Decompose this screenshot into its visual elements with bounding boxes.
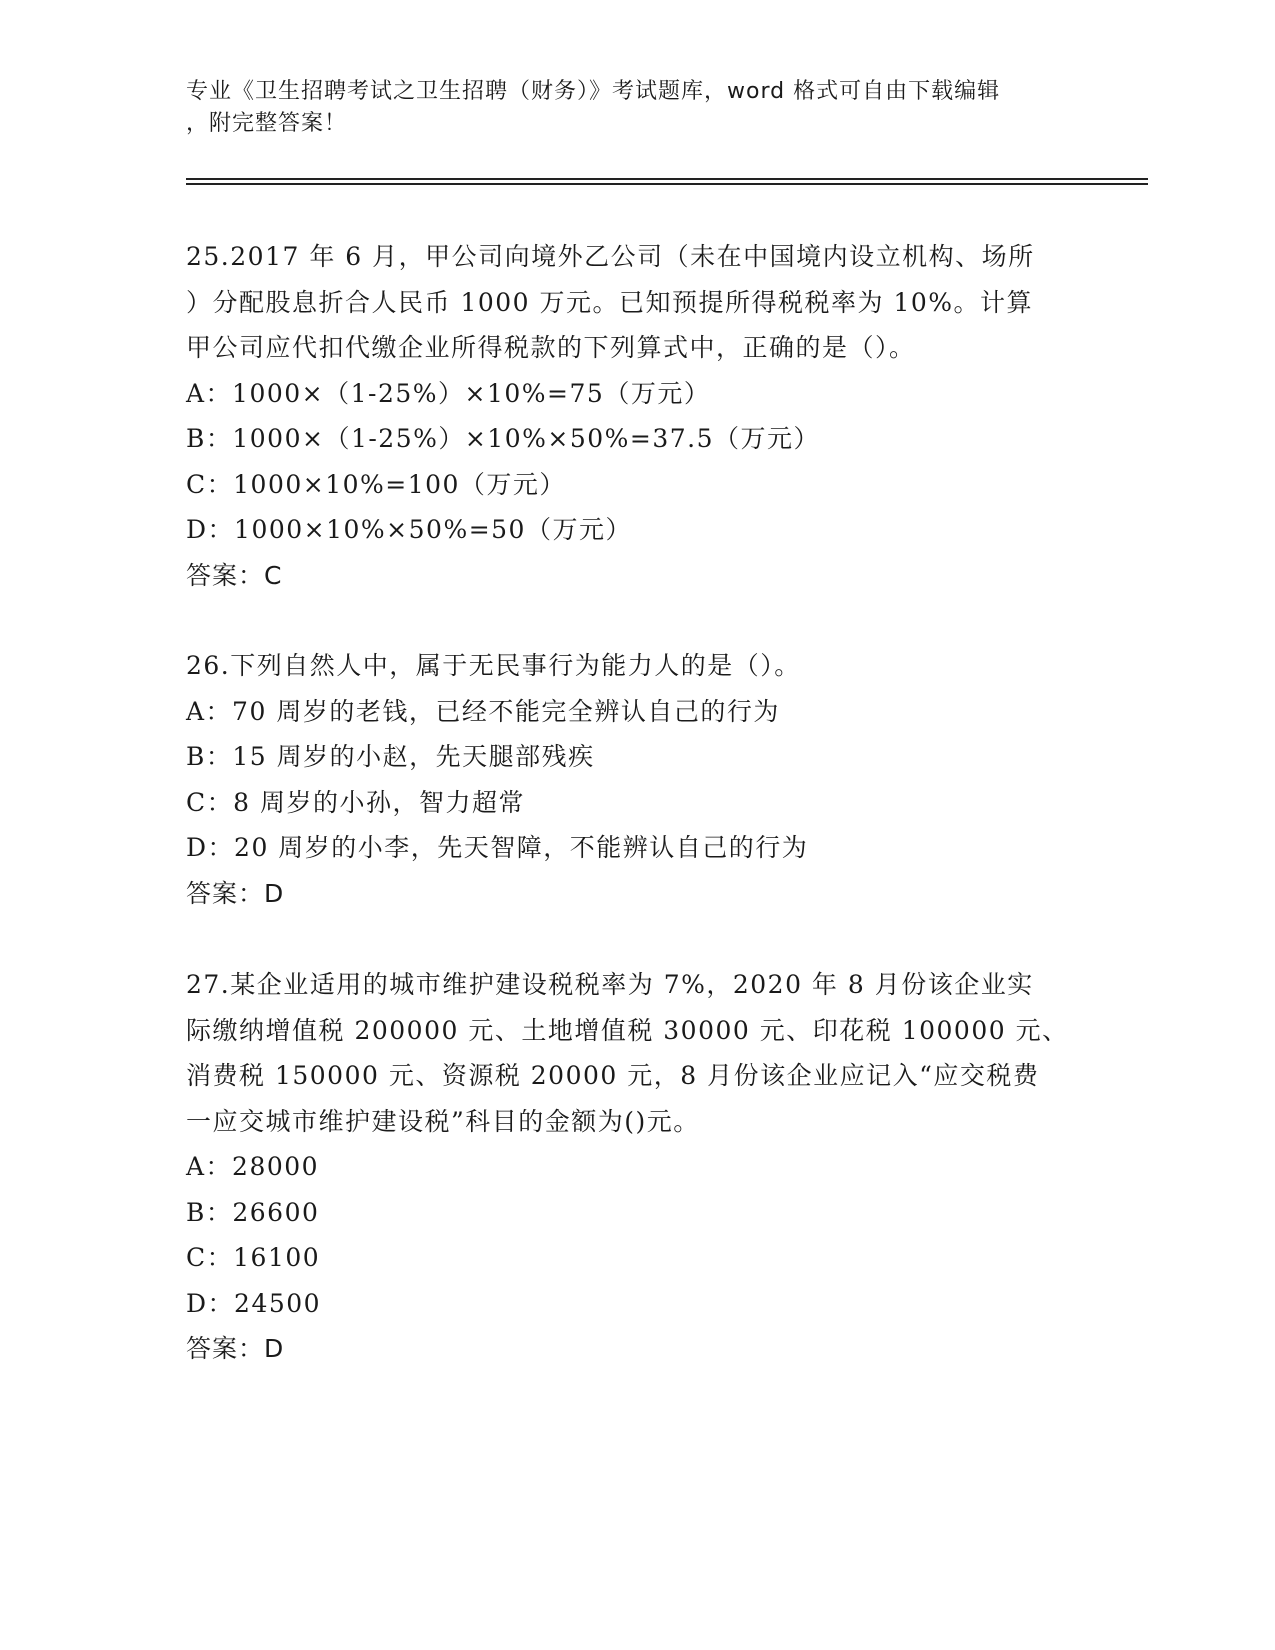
option-d: D：24500 [186,1288,322,1318]
question-stem-line: 25.2017 年 6 月，甲公司向境外乙公司（未在中国境内设立机构、场所 [186,242,1035,271]
header-line-1: 专业《卫生招聘考试之卫生招聘（财务）》考试题库，word 格式可自由下载编辑 [186,79,1001,104]
header-line-2: ，附完整答案！ [186,111,348,136]
question-stem-line: 甲公司应代扣代缴企业所得税款的下列算式中，正确的是（）。 [186,333,916,362]
option-b: B：26600 [186,1197,320,1227]
question-stem-line: 消费税 150000 元、资源税 20000 元，8 月份该企业应记入“应交税费 [186,1061,1040,1090]
option-a: A：1000×（1-25%）×10%=75（万元） [186,378,711,408]
option-c: C：8 周岁的小孙，智力超常 [186,787,525,817]
question-25 [186,234,1086,598]
question-stem-line: 27.某企业适用的城市维护建设税税率为 7%，2020 年 8 月份该企业实 [186,970,1034,999]
document-header [186,76,1086,140]
header-divider-top [186,178,1148,180]
question-stem-line: 际缴纳增值税 200000 元、土地增值税 30000 元、印花税 100000 元、 [186,1015,1069,1045]
answer-label: 答案：C [186,560,283,590]
question-stem-line: ）分配股息折合人民币 1000 万元。已知预提所得税税率为 10%。计算 [186,287,1034,317]
option-c: C：1000×10%=100（万元） [186,469,566,499]
question-27 [186,962,1086,1372]
question-26 [186,643,1086,916]
option-a: A：28000 [186,1152,320,1181]
option-b: B：15 周岁的小赵，先天腿部残疾 [186,742,595,771]
question-stem-line: 26.下列自然人中，属于无民事行为能力人的是（）。 [186,651,801,680]
option-a: A：70 周岁的老钱，已经不能完全辨认自己的行为 [186,696,780,726]
header-divider-bottom [186,183,1148,185]
answer-label: 答案：D [186,1334,285,1363]
question-stem-line: 一应交城市维护建设税”科目的金额为()元。 [186,1106,700,1136]
option-d: D：1000×10%×50%=50（万元） [186,515,632,544]
answer-label: 答案：D [186,878,285,908]
option-c: C：16100 [186,1243,321,1272]
option-d: D：20 周岁的小李，先天智障，不能辨认自己的行为 [186,833,809,862]
option-b: B：1000×（1-25%）×10%×50%=37.5（万元） [186,424,821,453]
